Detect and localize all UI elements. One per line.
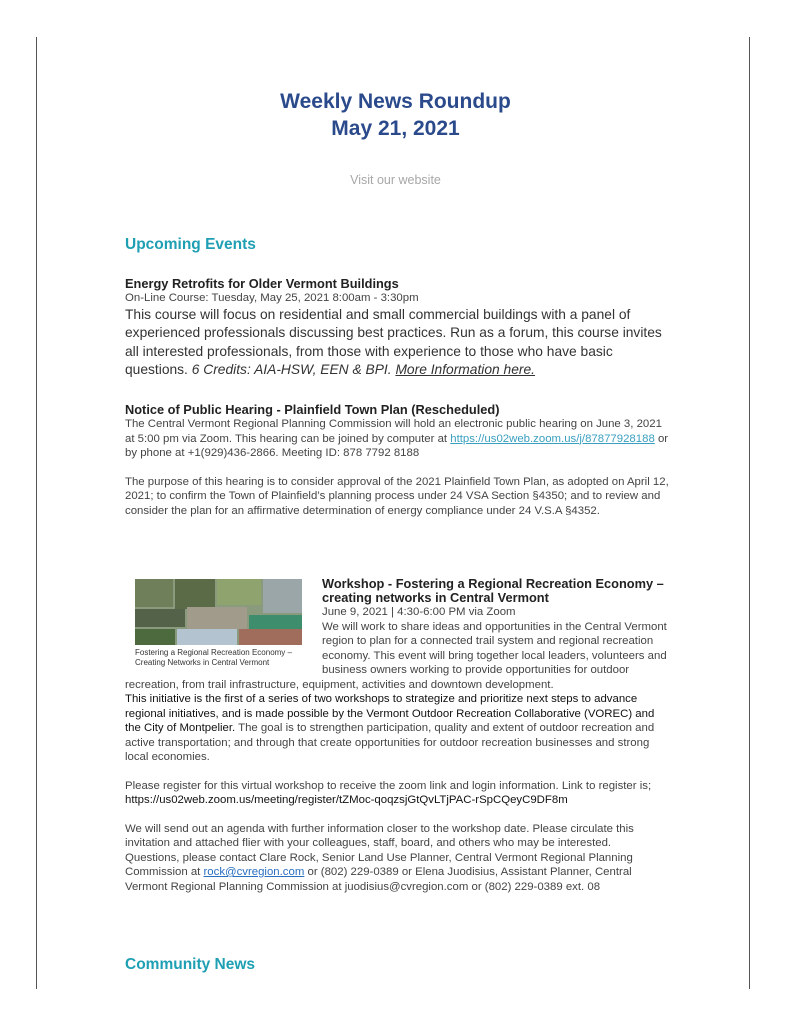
newsletter-header [0,88,791,142]
event-schedule: On-Line Course: Tuesday, May 25, 2021 8:00am - 3:30pm [125,292,419,304]
event-body: This course will focus on residential and small commercial buildings with a panel of experienced professionals discussing best practices. Run as a forum, this course invites all interested professionals, from those with experience to those who have basic questions. [125,306,662,377]
workshop-flier-image[interactable] [135,579,310,668]
event-title: Workshop - Fostering a Regional Recreation Economy – creating networks in Central Vermont [322,576,664,605]
event-recreation-workshop [125,577,673,894]
initiative-goal: The goal is to strengthen participation, quality and extent of outdoor recreation and active transportation; and through that create opportunities for outdoor recreation businesses and strong local economies. [125,722,655,763]
photo-collage [135,579,302,645]
register-text: Please register for this virtual workshop to receive the zoom link and login information. Link to register is; [125,779,652,792]
more-information-link[interactable]: More Information here. [395,362,536,377]
event-energy-retrofits [125,276,670,380]
questions-contact: or (802) 229-0389 or Elena Juodisius, Assistant Planner, Central Vermont Regional Planning Commission at juodisius@cvregion.com or (802) 229-0389 ext. 08 [125,866,632,893]
hearing-text: The Central Vermont Regional Planning Commission will hold an electronic public hearing on June 3, 2021 at 5:00 pm via Zoom. This hearing can be joined by computer at [125,418,662,445]
workshop-initiative [125,692,673,765]
event-description [125,306,670,380]
event-public-hearing [125,402,670,518]
initiative-text: This initiative is the first of a series of two workshops to strategize and prioritize next steps to advance regional initiatives, and is made possible by the Vermont Outdoor Recreation Collaborative (VOREC) and the City of Montpelier. [125,693,655,734]
section-heading-community-news: Community News [125,956,256,973]
event-description: We will work to share ideas and opportunities in the Central Vermont region to plan for a connected trail system and regional recreation economy. This event will bring together local leaders, volunteers and business owners working to provide opportunities for outdoor recreation, from trail infrastructure, equipment, activities and downtown development. [125,620,667,691]
register-link[interactable]: https://us02web.zoom.us/meeting/register/tZMoc-qoqzsjGtQvLTjPAC-rSpCQeyC9DF8m [125,794,568,806]
questions-text: Questions, please contact Clare Rock, Senior Land Use Planner, Central Vermont Regional Planning Commission at [125,851,633,878]
event-description [125,417,670,461]
event-schedule: June 9, 2021 | 4:30-6:00 PM via Zoom [322,606,516,618]
workshop-questions [125,851,673,895]
newsletter-title: Weekly News Roundup [280,90,511,113]
newsletter-date: May 21, 2021 [331,117,460,140]
event-title: Notice of Public Hearing - Plainfield Town Plan (Rescheduled) [125,402,500,417]
visit-website-link[interactable]: Visit our website [350,173,441,187]
email-link[interactable]: rock@cvregion.com [203,866,305,878]
event-title: Energy Retrofits for Older Vermont Buildings [125,276,399,291]
hearing-phone-text: or by phone at +1(929)436-2866. Meeting ID: 878 7792 8188 [125,432,669,459]
event-credits: 6 Credits: AIA-HSW, EEN & BPI. [191,362,392,377]
section-heading-upcoming-events: Upcoming Events [125,236,256,253]
hearing-purpose: The purpose of this hearing is to consider approval of the 2021 Plainfield Town Plan, as adopted on April 12, 2021; to confirm the Town of Plainfield’s planning process under 24 VSA Section §4350; and to review and consider the plan for an affirmative determination of energy compliance under 24 V.S.A §4352. [125,475,669,517]
workshop-register [125,779,673,808]
zoom-meeting-link[interactable]: https://us02web.zoom.us/j/87877928188 [450,432,655,445]
image-caption: Fostering a Regional Recreation Economy – Creating Networks in Central Vermont [135,648,292,667]
workshop-agenda: We will send out an agenda with further information closer to the workshop date. Please circulate this invitation and attached flier with your colleagues, staff, board, and others who may be interested. [125,822,634,849]
